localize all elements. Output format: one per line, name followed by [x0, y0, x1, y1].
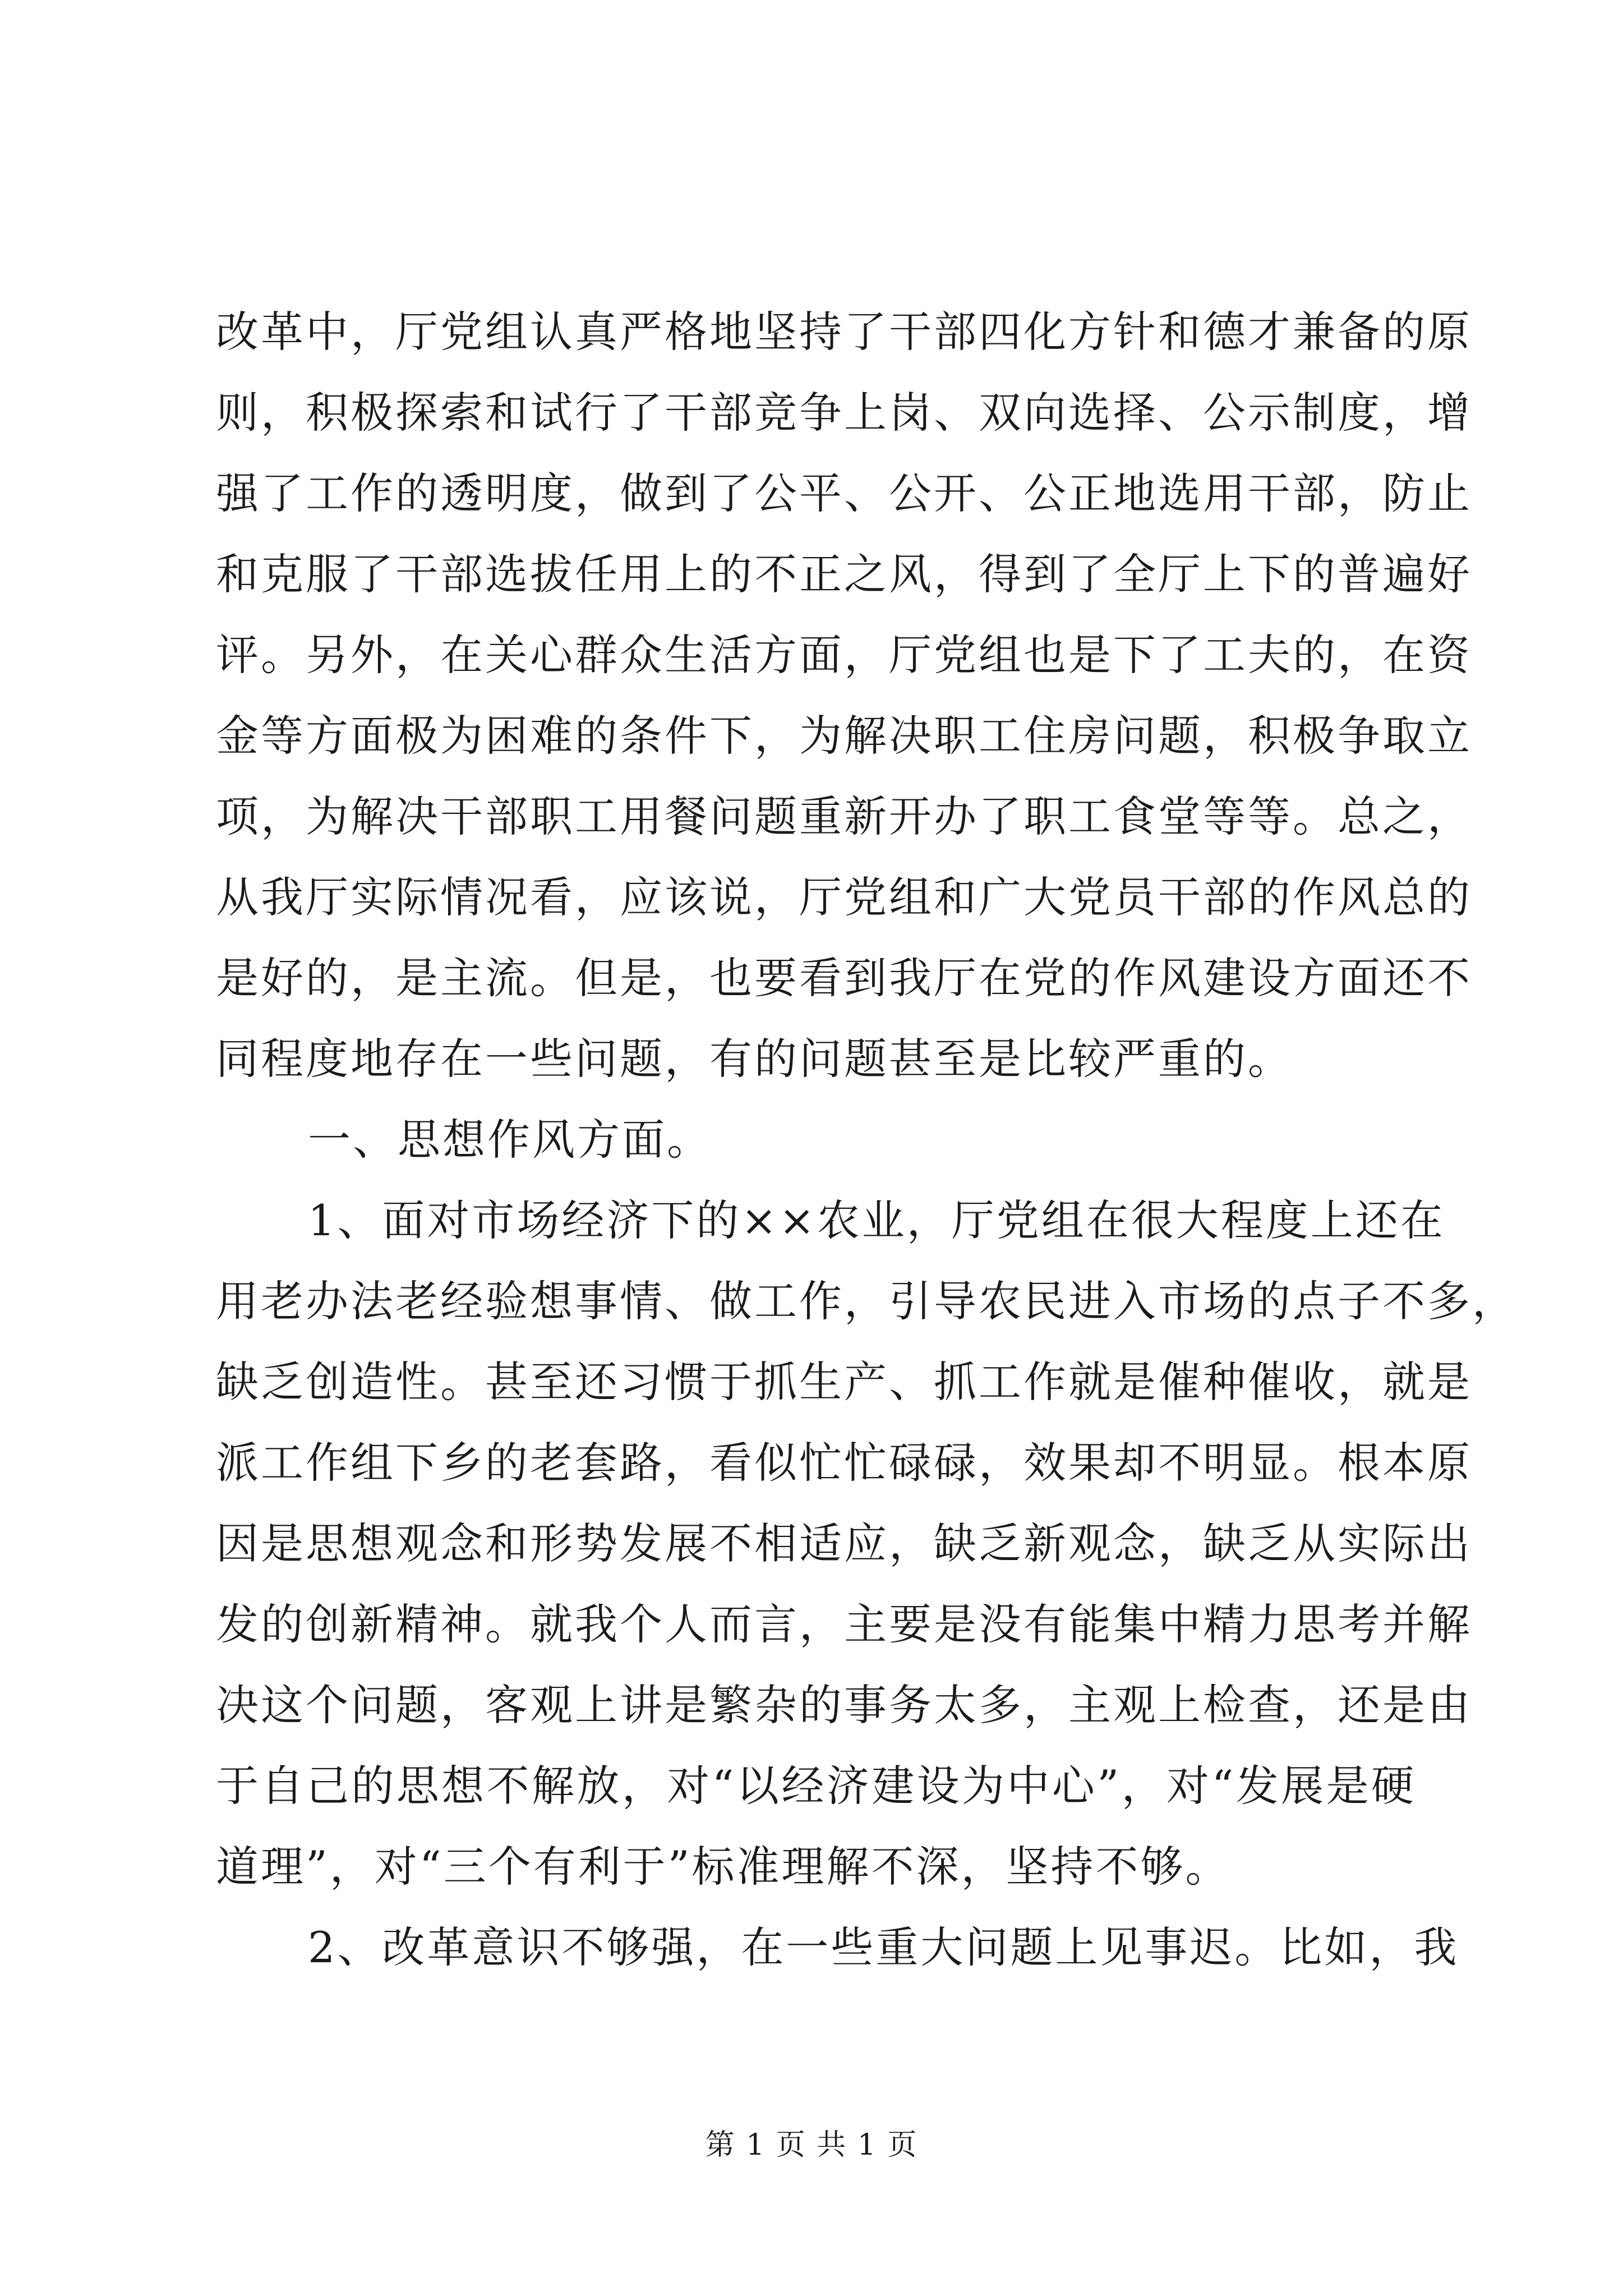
paragraph-line: 发的创新精神。就我个人而言，主要是没有能集中精力思考并解	[216, 1599, 1472, 1649]
paragraph-line: 改革中，厅党组认真严格地坚持了干部四化方针和德才兼备的原	[216, 307, 1472, 357]
document-body	[216, 292, 1517, 1988]
paragraph-line: 项，为解决干部职工用餐问题重新开办了职工食堂等等。总之，	[216, 792, 1472, 841]
paragraph-line: 2、改革意识不够强，在一些重大问题上见事迟。比如，我	[308, 1922, 1459, 1972]
paragraph-line: 是好的，是主流。但是，也要看到我厅在党的作风建设方面还不	[216, 953, 1472, 1003]
paragraph-line: 从我厅实际情况看，应该说，厅党组和广大党员干部的作风总的	[216, 872, 1472, 922]
section-heading: 一、思想作风方面。	[308, 1115, 712, 1165]
paragraph-line: 道理”，对“三个有利于”标准理解不深，坚持不够。	[216, 1842, 1230, 1892]
paragraph-line: 1、面对市场经济下的××农业，厅党组在很大程度上还在	[308, 1195, 1445, 1245]
paragraph-line: 强了工作的透明度，做到了公平、公开、公正地选用干部，防止	[216, 468, 1472, 518]
page-footer: 第 1 页 共 1 页	[705, 2128, 918, 2162]
paragraph-line: 因是思想观念和形势发展不相适应，缺乏新观念，缺乏从实际出	[216, 1519, 1472, 1568]
paragraph-line: 派工作组下乡的老套路，看似忙忙碌碌，效果却不明显。根本原	[216, 1438, 1472, 1488]
paragraph-line: 和克服了干部选拔任用上的不正之风，得到了全厅上下的普遍好	[216, 549, 1472, 599]
paragraph-line: 则，积极探索和试行了干部竞争上岗、双向选择、公示制度，增	[216, 388, 1472, 438]
paragraph-line: 缺乏创造性。甚至还习惯于抓生产、抓工作就是催种催收，就是	[216, 1357, 1472, 1407]
paragraph-line: 于自己的思想不解放，对“以经济建设为中心”，对“发展是硬	[216, 1761, 1416, 1811]
paragraph-line: 决这个问题，客观上讲是繁杂的事务太多，主观上检查，还是由	[216, 1680, 1472, 1730]
paragraph-line: 评。另外，在关心群众生活方面，厅党组也是下了工夫的，在资	[216, 630, 1472, 680]
paragraph-line: 金等方面极为困难的条件下，为解决职工住房问题，积极争取立	[216, 711, 1472, 761]
paragraph-line: 用老办法老经验想事情、做工作，引导农民进入市场的点子不多，	[216, 1276, 1517, 1326]
paragraph-line: 同程度地存在一些问题，有的问题甚至是比较严重的。	[216, 1034, 1293, 1084]
